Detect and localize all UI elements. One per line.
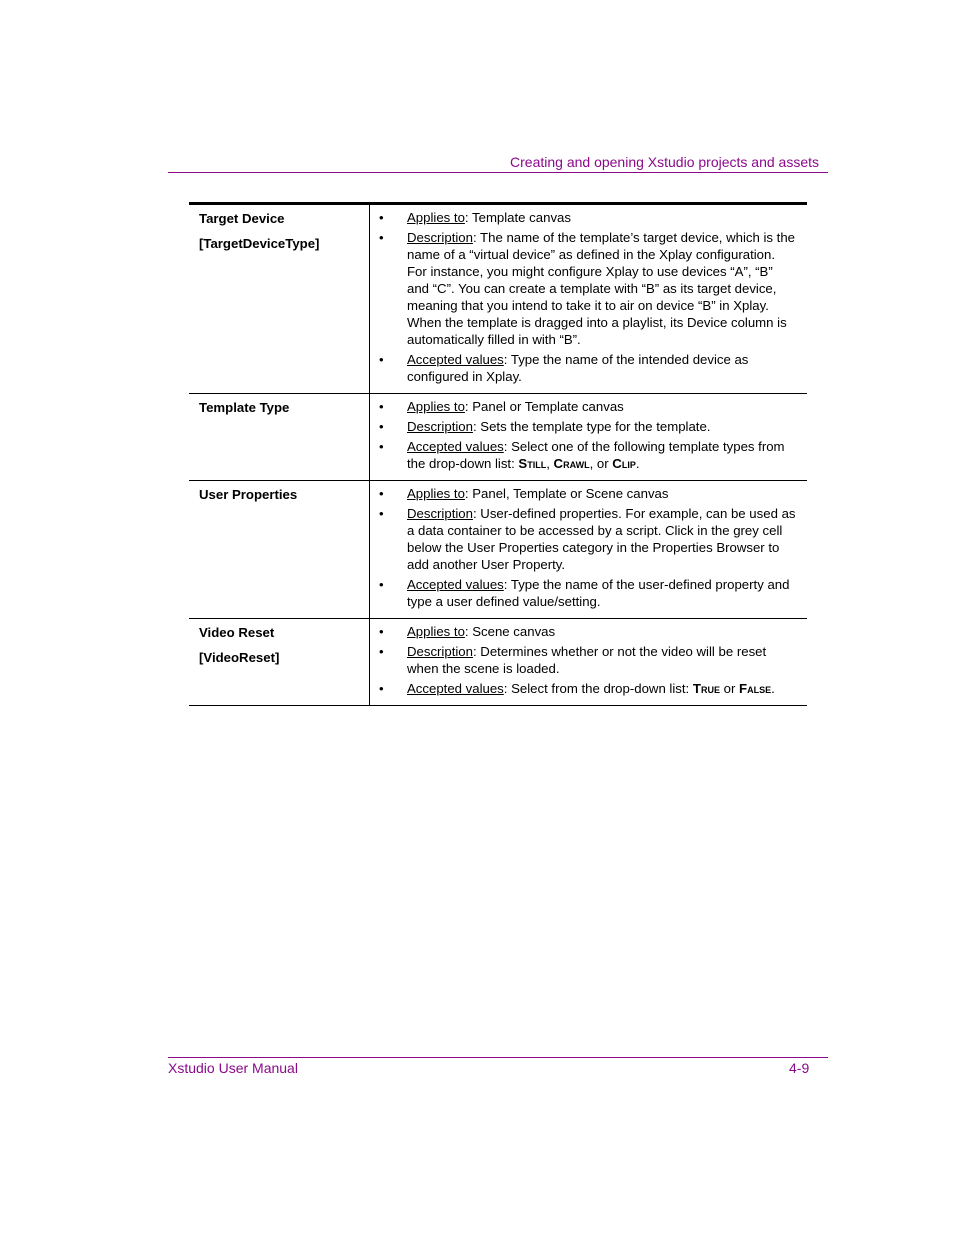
accepted-values-item: • Accepted values: Select one of the following template types from the drop-down list: Still, Crawl, or Clip. xyxy=(379,439,785,471)
applies-to-item: • Applies to: Panel, Template or Scene canvas xyxy=(379,486,669,501)
description-item: • Description: User-defined properties. For example, can be used as a data container to be accessed by a script. Click in the grey cell below the User Properties category in the Properties Browser to add another User Property. xyxy=(379,506,796,572)
footer-rule xyxy=(168,1057,828,1058)
accepted-values-label: Accepted values xyxy=(407,352,504,367)
property-alias: [TargetDeviceType] xyxy=(199,236,320,251)
property-name-cell xyxy=(189,394,370,481)
description-label: Description xyxy=(407,230,473,245)
header-rule xyxy=(168,172,828,173)
property-name-cell xyxy=(189,619,370,706)
accepted-values-label: Accepted values xyxy=(407,681,504,696)
applies-to-label: Applies to xyxy=(407,399,465,414)
option-clip: Clip xyxy=(612,456,636,471)
property-details-cell xyxy=(370,394,808,481)
description-label: Description xyxy=(407,419,473,434)
applies-to-label: Applies to xyxy=(407,624,465,639)
table-row xyxy=(189,481,807,619)
description-item: • Description: Sets the template type for the template. xyxy=(379,419,711,434)
accepted-values-label: Accepted values xyxy=(407,439,504,454)
table-row xyxy=(189,394,807,481)
property-name: Target Device xyxy=(199,211,285,226)
accepted-values-item: • Accepted values: Select from the drop-down list: True or False. xyxy=(379,681,775,696)
running-header: Creating and opening Xstudio projects and assets xyxy=(510,154,819,170)
option-true: True xyxy=(692,681,720,696)
page-number: 4-9 xyxy=(789,1060,810,1076)
property-details-cell xyxy=(370,204,808,394)
properties-table xyxy=(189,202,807,706)
applies-to-item: • Applies to: Scene canvas xyxy=(379,624,556,639)
applies-to-label: Applies to xyxy=(407,210,465,225)
option-false: False xyxy=(739,681,772,696)
option-crawl: Crawl xyxy=(553,456,590,471)
applies-to-item: • Applies to: Panel or Template canvas xyxy=(379,399,624,414)
description-item: • Description: Determines whether or not the video will be reset when the scene is loaded. xyxy=(379,644,767,676)
table-row xyxy=(189,619,807,706)
property-details-cell xyxy=(370,481,808,619)
property-name-cell xyxy=(189,204,370,394)
footer-manual-title: Xstudio User Manual xyxy=(168,1060,298,1076)
property-name-cell xyxy=(189,481,370,619)
property-details-cell xyxy=(370,619,808,706)
accepted-values-item: • Accepted values: Type the name of the user-defined property and type a user defined value/setting. xyxy=(379,577,790,609)
property-alias: [VideoReset] xyxy=(199,650,280,665)
table-row xyxy=(189,204,807,394)
description-label: Description xyxy=(407,644,473,659)
applies-to-label: Applies to xyxy=(407,486,465,501)
option-still: Still xyxy=(518,456,547,471)
description-item: • Description: The name of the template’s target device, which is the name of a “virtual device” as defined in the Xplay configuration. For instance, you might configure Xplay to use devices “A”, “B” and “C”. You can create a template with “B” as its target device, meaning that you intend to take it to air on device “B” in Xplay. When the template is dragged into a playlist, its Device column is automatically filled in with “B”. xyxy=(379,230,796,347)
property-name: Template Type xyxy=(199,400,290,415)
description-label: Description xyxy=(407,506,473,521)
property-name: Video Reset xyxy=(199,625,275,640)
property-name: User Properties xyxy=(199,487,298,502)
accepted-values-item: • Accepted values: Type the name of the intended device as configured in Xplay. xyxy=(379,352,749,384)
applies-to-item: • Applies to: Template canvas xyxy=(379,210,571,225)
accepted-values-label: Accepted values xyxy=(407,577,504,592)
